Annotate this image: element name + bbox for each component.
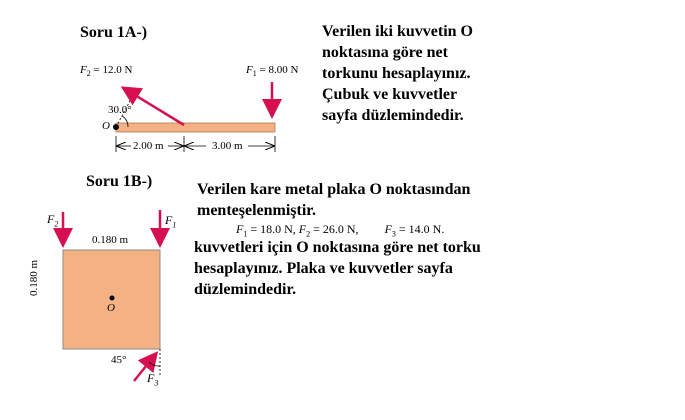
problem-1b-line: kuvvetleri için O noktasına göre net torku <box>194 239 481 256</box>
dim-left-label: 2.00 m <box>133 140 164 152</box>
f3-label: $F_3$ <box>147 371 159 388</box>
problem-1b-line: Verilen kare metal plaka O noktasından <box>197 181 471 198</box>
dim-right-label: 3.00 m <box>212 140 243 152</box>
problem-1a-title: Soru 1A-) <box>80 24 148 41</box>
f1-label: $F_1 = 8.00$ N <box>246 64 299 79</box>
problem-1b-title: Soru 1B-) <box>86 173 153 190</box>
angle-label: 45° <box>111 354 127 366</box>
problem-1b-line: düzlemindedir. <box>194 281 297 298</box>
pivot-label: O <box>102 120 110 132</box>
f2-label: $F_2$ <box>47 212 59 229</box>
top-dimension-label: 0.180 m <box>92 234 129 246</box>
problem-1b-line: menteşelenmiştir. <box>197 202 316 219</box>
problem-1a-line: Çubuk ve kuvvetler <box>322 86 458 103</box>
angle-arc <box>149 362 160 366</box>
f1-label: $F_1$ <box>165 213 177 230</box>
side-dimension-label: 0.180 m <box>28 259 40 296</box>
f2-label: $F_2 = 12.0$ N <box>80 64 133 79</box>
problem-1a-line: torkunu hesaplayınız. <box>322 65 471 82</box>
center-label: O <box>107 302 115 314</box>
problem-1a-line: Verilen iki kuvvetin O <box>322 23 473 40</box>
problem-1a-line: noktasına göre net <box>322 44 448 61</box>
force-values: $F_1 = 18.0$ N, $F_2 = 26.0$ N, $F_3 = 14.0$ N. <box>236 222 445 239</box>
angle-label: 30.0° <box>108 104 132 116</box>
problem-1a-line: sayfa düzlemindedir. <box>322 107 464 124</box>
problem-1b-line: hesaplayınız. Plaka ve kuvvetler sayfa <box>194 260 453 277</box>
center-point <box>110 296 115 301</box>
